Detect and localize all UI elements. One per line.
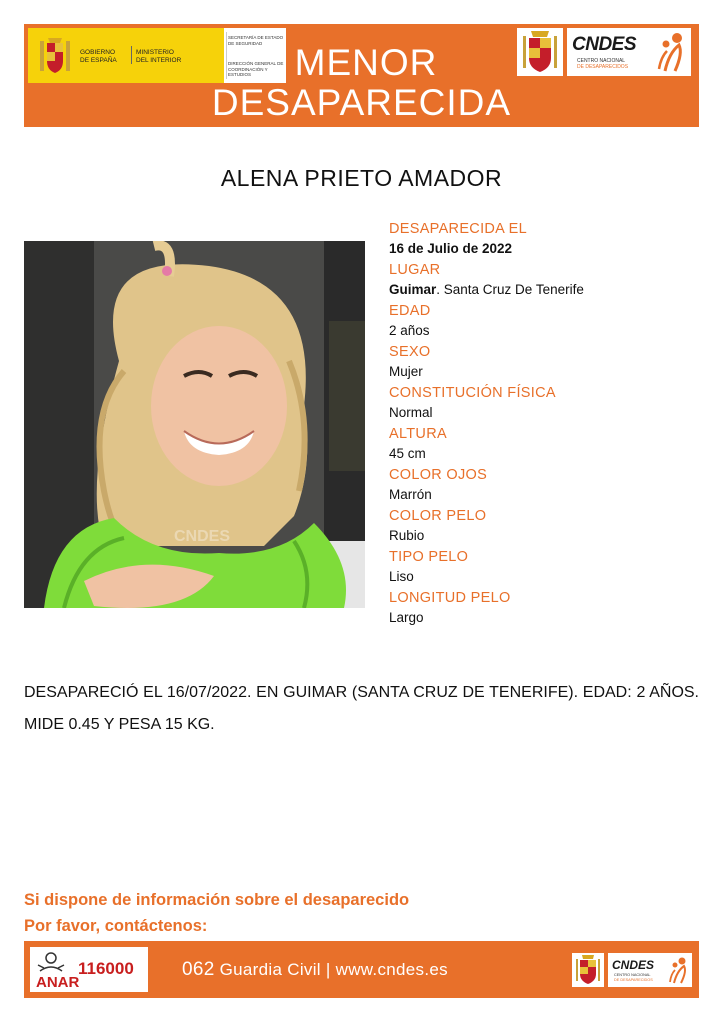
ministry-line2: DEL INTERIOR xyxy=(136,57,182,64)
detail-value-rest: Normal xyxy=(389,405,433,420)
cndes-wordmark-text: CNDES xyxy=(572,34,637,55)
detail-value xyxy=(389,444,709,464)
detail-value-rest: Liso xyxy=(389,569,414,584)
footer-cndes-logo xyxy=(608,953,692,987)
gov-name-line1: GOBIERNO xyxy=(80,49,116,56)
cndes-logo-group xyxy=(517,28,694,78)
detail-label: COLOR PELO xyxy=(389,508,487,524)
detail-label: DESAPARECIDA EL xyxy=(389,221,528,237)
detail-value-rest: . Santa Cruz De Tenerife xyxy=(436,282,584,297)
cndes-sub1: CENTRO NACIONAL xyxy=(577,58,626,64)
phone-number[interactable]: 062 xyxy=(182,959,215,980)
photo-illustration xyxy=(24,241,365,608)
photo-watermark: CNDES xyxy=(174,528,231,545)
detail-label: LUGAR xyxy=(389,262,441,278)
anar-phone-number: 116000 xyxy=(78,959,134,978)
cndes-shield xyxy=(517,28,563,76)
detail-value-rest: 2 años xyxy=(389,323,430,338)
gov-name-line2: DE ESPAÑA xyxy=(80,57,117,64)
detail-label: EDAD xyxy=(389,303,431,319)
detail-value-bold: Guimar xyxy=(389,282,437,297)
footer-contact-line xyxy=(182,959,448,981)
coat-of-arms-icon xyxy=(517,28,563,76)
detail-value xyxy=(389,403,709,423)
anar-child-icon xyxy=(36,951,66,975)
footer-cndes-subtitle xyxy=(614,973,653,982)
ministry-line1: MINISTERIO xyxy=(136,49,174,56)
detail-value-rest: Largo xyxy=(389,610,424,625)
detail-value-rest: Mujer xyxy=(389,364,423,379)
footer-cndes-sub2: DE DESAPARECIDOS xyxy=(614,977,653,982)
cndes-figures-icon xyxy=(668,956,690,984)
title-line2: DESAPARECIDA xyxy=(211,82,512,123)
contact-line1: Si dispone de información sobre el desaparecido xyxy=(24,891,410,909)
detail-value xyxy=(389,526,709,546)
title-line1: MENOR xyxy=(294,42,438,83)
cndes-logo xyxy=(567,28,691,76)
detail-value xyxy=(389,239,709,259)
detail-label: ALTURA xyxy=(389,426,447,442)
anar-name: ANAR xyxy=(36,974,80,991)
footer-shield xyxy=(572,953,604,987)
coat-of-arms-icon xyxy=(572,953,604,987)
cndes-sub2: DE DESAPARECIDOS xyxy=(577,64,629,70)
person-name: ALENA PRIETO AMADOR xyxy=(220,165,503,191)
detail-label: COLOR OJOS xyxy=(389,467,488,483)
detail-label: CONSTITUCIÓN FÍSICA xyxy=(389,385,556,401)
detail-label: LONGITUD PELO xyxy=(389,590,511,606)
details-list xyxy=(389,218,709,628)
detail-label: SEXO xyxy=(389,344,431,360)
detail-value-bold: 16 de Julio de 2022 xyxy=(389,241,513,256)
direccion-text: DIRECCIÓN GENERAL DE COORDINACIÓN Y ESTUDIOS xyxy=(228,61,284,77)
contact-line2: Por favor, contáctenos: xyxy=(24,917,208,935)
detail-value xyxy=(389,362,709,382)
cndes-subtitle xyxy=(577,58,628,70)
anar-logo[interactable] xyxy=(30,947,148,992)
detail-value xyxy=(389,280,709,300)
detail-label: TIPO PELO xyxy=(389,549,469,565)
detail-value-rest: Marrón xyxy=(389,487,432,502)
missing-person-photo xyxy=(24,241,365,608)
detail-value-rest: 45 cm xyxy=(389,446,426,461)
footer-separator: | xyxy=(325,960,331,979)
detail-value xyxy=(389,485,709,505)
agency-name: Guardia Civil xyxy=(219,960,321,979)
detail-value xyxy=(389,321,709,341)
secretaria-text: SECRETARÍA DE ESTADO DE SEGURIDAD xyxy=(228,35,284,46)
footer-cndes-wordmark: CNDES xyxy=(612,958,655,972)
detail-value xyxy=(389,567,709,587)
summary-text: DESAPARECIÓ EL 16/07/2022. EN GUIMAR (SANTA CRUZ DE TENERIFE). EDAD: 2 AÑOS. MIDE 0.45 Y PESA 15 KG. xyxy=(24,684,699,733)
detail-value-rest: Rubio xyxy=(389,528,425,543)
footer-banner xyxy=(24,941,699,998)
header-banner xyxy=(24,24,699,127)
detail-value xyxy=(389,608,709,628)
cndes-wordmark xyxy=(572,34,636,56)
cndes-figures-icon xyxy=(655,31,689,73)
website-link[interactable]: www.cndes.es xyxy=(335,960,448,979)
footer-cndes-sub1: CENTRO NACIONAL xyxy=(614,973,651,977)
